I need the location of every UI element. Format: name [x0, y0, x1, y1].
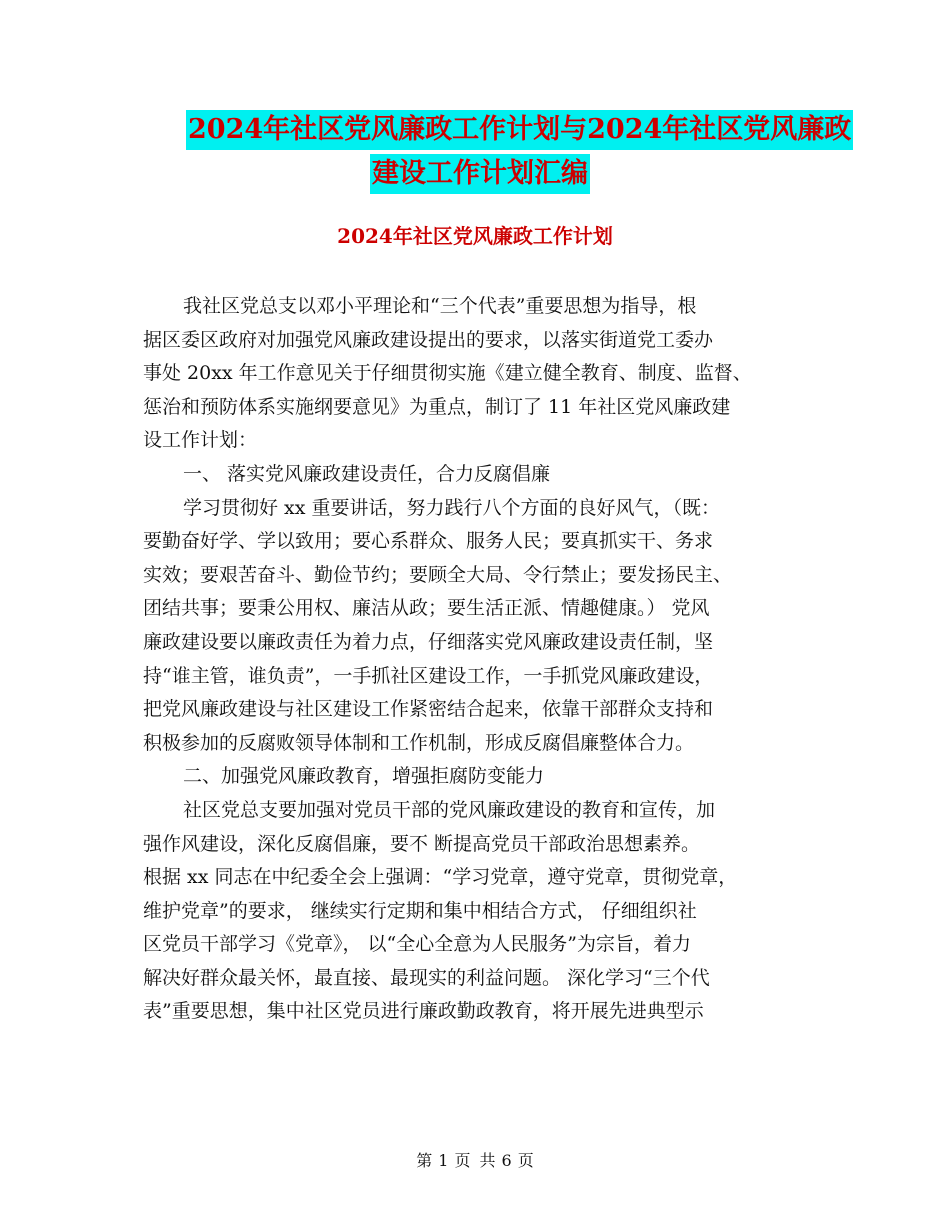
body-line: 表”重要思想，集中社区党员进行廉政勤政教育，将开展先进典型示	[143, 1000, 704, 1023]
body-line: 二、加强党风廉政教育，增强拒腐防变能力	[183, 765, 545, 788]
body-line: 根据 xx 同志在中纪委全会上强调：“学习党章，遵守党章，贯彻党章，	[143, 866, 738, 889]
body-line: 惩治和预防体系实施纲要意见》为重点，制订了 11 年社区党风廉政建	[143, 395, 731, 418]
body-line: 廉政建设要以廉政责任为着力点，仔细落实党风廉政建设责任制，坚	[143, 630, 714, 653]
footer-total-pages: 6	[501, 1151, 512, 1170]
body-line: 持“谁主管，谁负责”，一手抓社区建设工作，一手抓党风廉政建设，	[143, 664, 714, 687]
body-line: 区党员干部学习《党章》， 以“全心全意为人民服务”为宗旨，着力	[143, 933, 691, 956]
footer-mid: 页 共	[454, 1151, 496, 1170]
body-line: 一、 落实党风廉政建设责任，合力反腐倡廉	[183, 462, 551, 485]
page-footer	[0, 1148, 950, 1171]
body-line: 维护党章”的要求， 继续实行定期和集中相结合方式， 仔细组织社	[143, 899, 697, 922]
body-text	[143, 290, 813, 1029]
footer-suffix: 页	[517, 1151, 534, 1170]
body-line: 要勤奋好学、学以致用；要心系群众、服务人民；要真抓实干、务求	[143, 530, 714, 553]
footer-prefix: 第	[416, 1151, 433, 1170]
title-line-1: 2024年社区党风廉政工作计划与2024年社区党风廉政	[186, 110, 853, 150]
body-line: 把党风廉政建设与社区建设工作紧密结合起来，依靠干部群众支持和	[143, 698, 714, 721]
footer-page-number: 1	[438, 1151, 449, 1170]
body-line: 社区党总支要加强对党员干部的党风廉政建设的教育和宣传，加	[183, 798, 716, 821]
body-line: 我社区党总支以邓小平理论和“三个代表”重要思想为指导，根	[183, 295, 697, 317]
body-line: 团结共事；要秉公用权、廉洁从政；要生活正派、情趣健康。） 党风	[143, 597, 710, 620]
body-line: 积极参加的反腐败领导体制和工作机制，形成反腐倡廉整体合力。	[143, 731, 695, 754]
section-subtitle: 2024年社区党风廉政工作计划	[337, 224, 613, 248]
body-line: 实效；要艰苦奋斗、勤俭节约；要顾全大局、令行禁止；要发扬民主、	[143, 563, 733, 586]
body-line: 学习贯彻好 xx 重要讲话，努力践行八个方面的良好风气，（既：	[183, 496, 721, 519]
body-line: 设工作计划：	[143, 429, 258, 452]
title-line-2: 建设工作计划汇编	[370, 154, 590, 194]
body-line: 据区委区政府对加强党风廉政建设提出的要求，以落实街道党工委办	[143, 328, 714, 351]
body-line: 解决好群众最关怀，最直接、最现实的利益问题。 深化学习“三个代	[143, 966, 710, 989]
body-line: 事处 20xx 年工作意见关于仔细贯彻实施《建立健全教育、制度、监督、	[143, 362, 752, 385]
body-line: 强作风建设，深化反腐倡廉，要不 断提高党员干部政治思想素养。	[143, 832, 701, 855]
